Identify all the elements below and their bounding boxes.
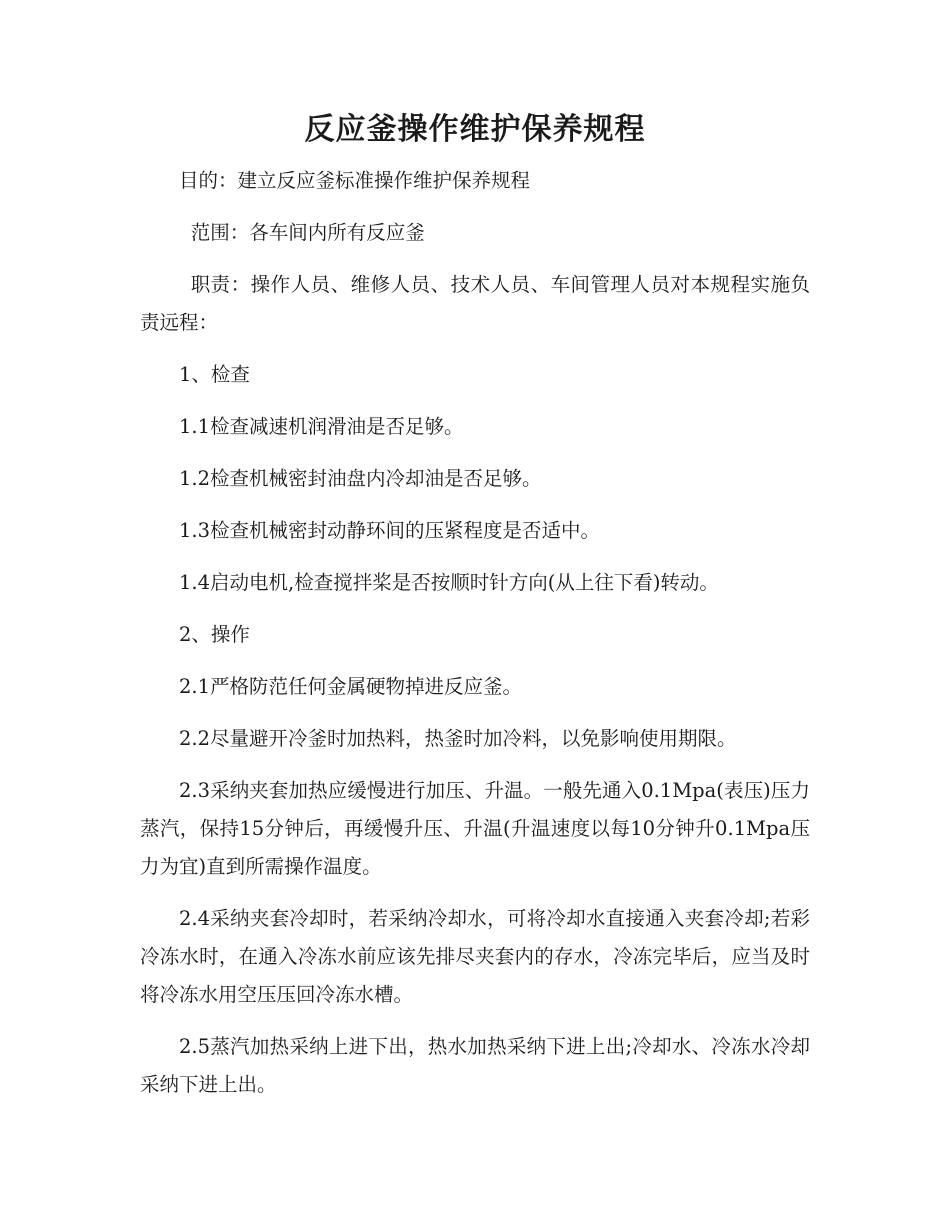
document-title: 反应釜操作维护保养规程	[304, 112, 646, 147]
paragraph-responsibility: 职责：操作人员、维修人员、技术人员、车间管理人员对本规程实施负责远程：	[140, 273, 810, 334]
document-body	[140, 162, 810, 1118]
paragraph-2-5: 2.5蒸汽加热采纳上进下出，热水加热采纳下进上出;冷却水、冷冻水冷却采纳下进上出。	[140, 1035, 810, 1096]
paragraph-2-1: 2.1严格防范任何金属硬物掉进反应釜。	[179, 675, 523, 698]
paragraph-2-3: 2.3采纳夹套加热应缓慢进行加压、升温。一般先通入0.1Mpa(表压)压力蒸汽，保持15分钟后，再缓慢升压、升温(升温速度以每10分钟升0.1Mpa压力为宜)直到所需操作温度。	[140, 779, 810, 878]
paragraph-1-1: 1.1检查减速机润滑油是否足够。	[179, 415, 464, 438]
paragraph-2-4: 2.4采纳夹套冷却时，若采纳冷却水，可将冷却水直接通入夹套冷却;若彩冷冻水时，在通入冷冻水前应该先排尽夹套内的存水，冷冻完毕后，应当及时将冷冻水用空压压回冷冻水槽。	[140, 907, 810, 1006]
paragraph-1-2: 1.2检查机械密封油盘内冷却油是否足够。	[179, 467, 542, 490]
paragraph-purpose: 目的：建立反应釜标准操作维护保养规程	[179, 169, 531, 192]
section-heading-operation: 2、操作	[179, 623, 250, 646]
paragraph-2-2: 2.2尽量避开冷釜时加热料，热釜时加冷料，以免影响使用期限。	[179, 727, 737, 750]
paragraph-1-3: 1.3检查机械密封动静环间的压紧程度是否适中。	[179, 519, 601, 542]
paragraph-scope: 范围：各车间内所有反应釜	[190, 221, 425, 244]
paragraph-1-4: 1.4启动电机,检查搅拌桨是否按顺时针方向(从上往下看)转动。	[179, 571, 719, 594]
section-heading-inspection: 1、检查	[179, 363, 250, 386]
